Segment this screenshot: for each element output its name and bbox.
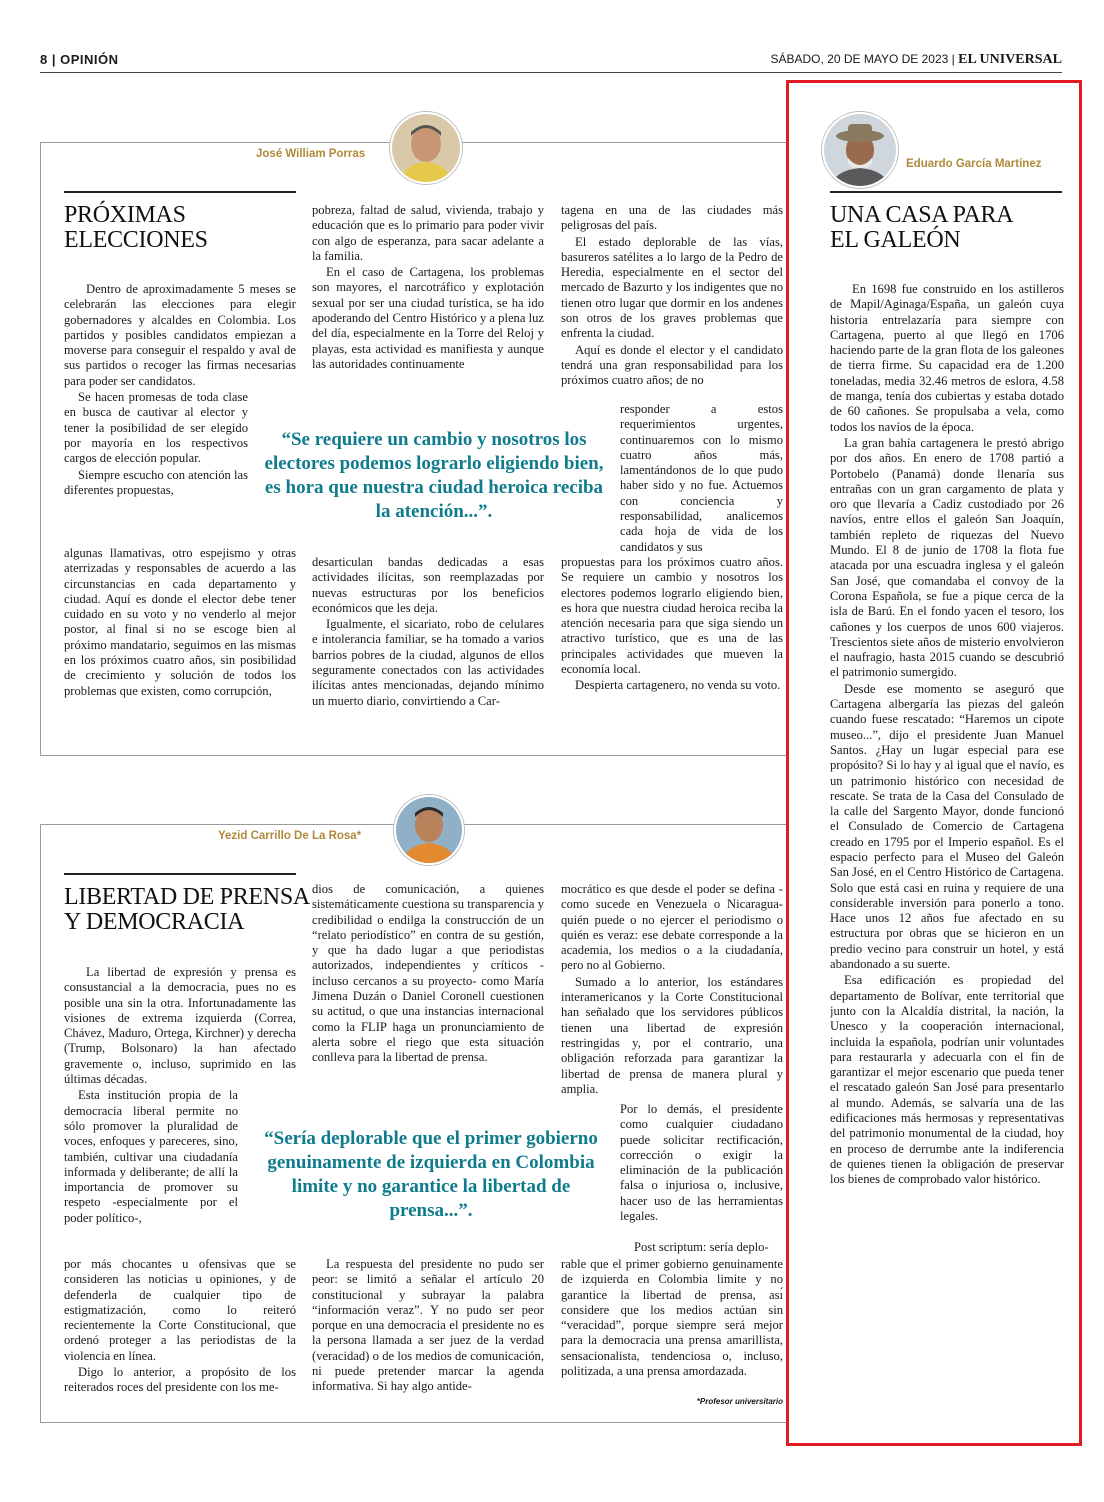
article2-col1-bottom [64, 1257, 296, 1413]
paragraph: Post scriptum: sería deplo- [634, 1240, 769, 1254]
paragraph: En 1698 fue construido en los astilleros de Mapil/Aginaga/España, un galeón cuya historia entrelazaría para siempre con Cartagena, puerto al que llegó en 1706 haciendo parte de la gran flota de los galeones de tierra firme. Su capacidad era de 1.200 toneladas, media 32.46 metros de eslora, 4.58 de manga, tenía dos cubiertas y estaba dotado de 60 cañones. Se propulsaba a vela, como todos los navíos de la época. [830, 282, 1064, 434]
article1-author-photo [390, 112, 462, 184]
paragraph: por más chocantes u ofensivas que se consideren las noticias u opiniones, y de defenderla de cualquier tipo de estigmatización, como lo reiteró recientemente la Corte Constitucional, que ordenó proteger a las periodistas de la violencia en línea. [64, 1257, 296, 1363]
paragraph: La gran bahía cartagenera le prestó abrigo por dos años. En enero de 1708 partió a Portobelo (Panamá) donde llenaría sus entrañas con un gran cargamento de plata y oro que llevaría a Cadiz custodiado por 26 navíos, entre ellos el galeón San Joaquín, también repleto de riquezas del Nuevo Mundo. El 8 de junio de 1708 la flota fue atacada por una escuadra inglesa y el galeón San José, que comandaba el convoy de la Corona Española, se fue a pique cerca de la isla de Barú. En el fondo yacen el tesoro, los cañones y los cuerpos de unos 600 viajeros. Trescientos siete años de misterio envolvieron el naufragio, hasta 2015 cuando se descubrió el patrimonio sumergido. [830, 435, 1064, 680]
paragraph: Se hacen promesas de toda clase en busca de cautivar al elector y tener la posibilidad de ser elegido por mayoría en los respectivos cargos de elección popular. [64, 390, 248, 466]
paragraph: Esta institución propia de la democracia liberal permite no sólo promover la pluralidad de voces, enfoques y pareceres, sino, también, cultivar una ciudadanía informada y deliberante; de allí la importancia de promover su respeto -especialmente por el poder político-, [64, 1088, 238, 1225]
article2-author-photo [394, 795, 464, 865]
page-number: 8 [40, 52, 48, 67]
headline-line-1: LIBERTAD DE PRENSA [64, 884, 310, 910]
newspaper-name: EL UNIVERSAL [958, 52, 1062, 67]
article2-title-rule [64, 873, 296, 875]
article2-col3-mid [620, 1102, 783, 1240]
paragraph: Igualmente, el sicariato, robo de celulares e intolerancia familiar, se ha tomado a varios barrios pobres de la ciudad, algunos de ellos seguramente conectados con las actividades ilícitas antes mencionadas, dejando mínimo un muerto diario, convirtiendo a Car- [312, 617, 544, 708]
article1-col2-top [312, 203, 544, 399]
section-name: OPINIÓN [60, 52, 119, 67]
author-footnote: *Profesor universitario [696, 1397, 783, 1406]
paragraph: dios de comunicación, a quienes sistemáticamente cuestiona su transparencia y credibilidad o endilga la construcción de un “relato periodístico” en contra de su gestión, y que ha dado lugar a que periodistas autorizados, independientes y críticos - incluso cercanos a su proyecto- como María Jimena Duzán o Daniel Coronell cuestionen su actitud, o que una instancias internacional como la FLIP haga un pronunciamiento de alerta sobre el riego que esta situación conlleva para la libertad de prensa. [312, 882, 544, 1065]
page-section-label: 8 | OPINIÓN [40, 52, 119, 67]
article1-col3-top [561, 203, 783, 399]
portrait-icon [392, 114, 460, 182]
article1-byline: José William Porras [256, 148, 366, 160]
article1-col2-bottom [312, 555, 544, 745]
article1-col3-mid [620, 402, 783, 554]
article2-headline [64, 885, 310, 935]
paragraph: Desde ese momento se aseguró que Cartagena albergaría las piezas del galeón cuando fuese rescatado: “Haremos un cipote museo...”, dijo el presidente Juan Manuel Santos. ¿Hay un lugar especial para ese propósito? Si lo hay y al igual que el navío, es un patrimonio histórico con necesidad de rescate. Se trata de la Casa del Consulado de la calle del Sargento Mayor, donde funcionó el Consulado de Comercio de Cartagena creado en 1795 por el Imperio español. Es el espacio perfecto para el Museo del Galeón San José, en el Centro Histórico de Cartagena. Solo que está casi en ruina y requiere de una considerable inversión para ponerlo a tono. Hace unos 12 años fue afectado en su estructura por obras que se hicieron en un predio vecino para construir un hotel, y está abandonado a su suerte. [830, 681, 1064, 972]
paragraph: La libertad de expresión y prensa es consustancial a la democracia, pues no es posible una sin la otra. Infortunadamente las visiones de extrema izquierda (Correa, Chávez, Maduro, Ortega, Kirchner) y derecha (Trump, Bolsonaro) la han afectado gravemente o, incluso, suprimido en las últimas décadas. [64, 965, 296, 1087]
paragraph: responder a estos requerimientos urgentes, continuaremos con lo mismo cuatro años más, lamentándonos de lo que pudo haber sido y no fue. Actuemos con conciencia y responsabilidad, analicemos cada hoja de vida de los candidatos y sus [620, 402, 783, 554]
paragraph: propuestas para los próximos cuatro años. Se requiere un cambio y nosotros los electores podemos lograrlo eligiendo bien, es hora que nuestra ciudad heroica reciba la atención necesaria para que siga siendo un atractivo turístico, que es una de las principales actividades que mueven la economía local. [561, 555, 783, 677]
paragraph: Sumado a lo anterior, los estándares interamericanos y la Corte Constitucional han señalado que los servidores públicos tienen una libertad de expresión restringidas y, por el contrario, una obligación reforzada para garantizar la libertad de prensa de manera plural y amplia. [561, 974, 783, 1096]
paragraph: El estado deplorable de las vías, basureros satélites a lo largo de la Pedro de Heredia, especialmente en el sector del mercado de Bazurto y los indigentes que no tienen otro lugar que dormir en los andenes son otros de los graves problemas que enfrenta la ciudad. [561, 234, 783, 341]
paragraph: mocrático es que desde el poder se defina -como sucede en Venezuela o Nicaragua- quién puede o no ejercer el periodismo o quién es veraz: ese debate corresponde a la academia, los medios o a la ciudadanía, pero no al Gobierno. [561, 882, 783, 973]
article3-author-photo [822, 112, 898, 188]
paragraph: tagena en una de las ciudades más peligrosas del país. [561, 203, 783, 233]
article1-title-rule [64, 191, 296, 193]
paragraph: pobreza, faltad de salud, vivienda, trabajo y educación que es lo primario para poder vivir con algo de esperanza, para sacar adelante a la familia. [312, 203, 544, 263]
portrait-icon [396, 797, 462, 863]
header-divider [40, 72, 1062, 73]
article3-byline: Eduardo García Martínez [906, 158, 1042, 170]
portrait-icon [824, 114, 896, 186]
article2-pull-quote: “Sería deplorable que el primer gobierno genuinamente de izquierda en Colombia limite y no garantice la libertad de prensa...”. [264, 1128, 598, 1221]
article3-body [830, 282, 1064, 1412]
masthead: SÁBADO, 20 DE MAYO DE 2023 | EL UNIVERSAL [770, 52, 1062, 67]
paragraph: Por lo demás, el presidente como cualquier ciudadano puede solicitar rectificación, corrección o exigir la eliminación de la publicación falsa o injuriosa o, inclusive, hacer uso de las herramientas legales. [620, 1102, 783, 1224]
article2-col3-mid2 [620, 1240, 783, 1256]
headline-line-1: PRÓXIMAS [64, 202, 186, 228]
headline-line-1: UNA CASA PARA [830, 202, 1014, 228]
headline-line-2: Y DEMOCRACIA [64, 909, 245, 935]
headline-line-2: ELECCIONES [64, 227, 208, 253]
article3-headline [830, 203, 1013, 253]
paragraph: Digo lo anterior, a propósito de los reiterados roces del presidente con los me- [64, 1365, 296, 1395]
issue-date: SÁBADO, 20 DE MAYO DE 2023 [770, 52, 949, 66]
article1-headline [64, 203, 208, 253]
paragraph: Siempre escucho con atención las diferentes propuestas, [64, 467, 248, 497]
article1-pull-quote: “Se requiere un cambio y nosotros los electores podemos lograrlo eligiendo bien, es hora que nuestra ciudad heroica reciba la atención...”. [264, 429, 604, 522]
article1-col3-bottom [561, 555, 783, 745]
article2-col2-top [312, 882, 544, 1102]
article2-col3-bottom [561, 1257, 783, 1393]
paragraph: En el caso de Cartagena, los problemas son mayores, el narcotráfico y explotación sexual por ser una ciudad turística, se ha ido apoderando del Centro Histórico y a plena luz del día, especialmente en la Torre del Reloj y playas, esta actividad es manifiesta y aunque las autoridades continuamente [312, 265, 544, 371]
paragraph: Esa edificación es propiedad del departamento de Bolívar, ente territorial que junto con la Alcaldía distrital, la nación, la Unesco y la cooperación internacional, incluida la española, podrían unir voluntades para restaurarla y adecuarla con el fin de garantizar el mejor escenario que pueda tener el rescatado galeón San José para presentarlo al mundo. Además, se salvaría una de las edificaciones más hermosas y representativas del patrimonio monumental de la ciudad, hoy en proceso de derrumbe ante la indiferencia de quienes tienen la obligación de preservar los bienes de comprobado valor histórico. [830, 973, 1064, 1187]
paragraph: La respuesta del presidente no pudo ser peor: se limitó a señalar el artículo 20 constitucional y subrayar la palabra “información veraz”. Y no pudo ser peor porque en una democracia el presidente no es la persona llamada a ser juez de la verdad (veracidad) o de los medios de comunicación, ni puede pretender marcar la agenda informativa. Si hay algo antide- [312, 1257, 544, 1394]
paragraph: Aquí es donde el elector y el candidato tendrá una gran responsabilidad para los próximos cuatro años; de no [561, 342, 783, 388]
paragraph: desarticulan bandas dedicadas a esas actividades ilícitas, son reemplazadas por nuevas estructuras por los beneficios económicos que les deja. [312, 555, 544, 615]
paragraph: rable que el primer gobierno genuinamente de izquierda en Colombia limite y no garantice la libertad de prensa, ası́ considere que los medios actúan sin “veracidad”, porque siempre será mejor para la democracia una prensa amarillista, sensacionalista, tendenciosa o, incluso, politizada, a una prensa amordazada. [561, 1257, 783, 1379]
article2-byline: Yezid Carrillo De La Rosa* [218, 830, 362, 842]
article3-title-rule [830, 191, 1062, 193]
article2-col3-top [561, 882, 783, 1100]
article1-col1-bottom [64, 546, 296, 746]
article2-col2-bottom [312, 1257, 544, 1413]
paragraph: Despierta cartagenero, no venda su voto. [575, 678, 781, 693]
headline-line-2: EL GALEÓN [830, 227, 961, 253]
paragraph: Dentro de aproximadamente 5 meses se celebrarán las elecciones para elegir gobernadores y alcaldes en Colombia. Los partidos y posibles candidatos empiezan a moverse para conseguir el respaldo y aval de sus partidos o recoger las firmas necesarias para poder ser candidatos. [64, 282, 296, 388]
paragraph: algunas llamativas, otro espejismo y otras aterrizadas y responsables de acuerdo a las circunstancias en cada departamento y ciudad. Aquí es donde el elector debe tener cuidado en su voto y no venderlo al mejor postor, al final si no se escoge bien al próximo mandatario, seguimos en las mismas en los próximos cuatro años, sin posibilidad de crecimiento y solución de todos los problemas que existen, como corrupción, [64, 546, 296, 698]
